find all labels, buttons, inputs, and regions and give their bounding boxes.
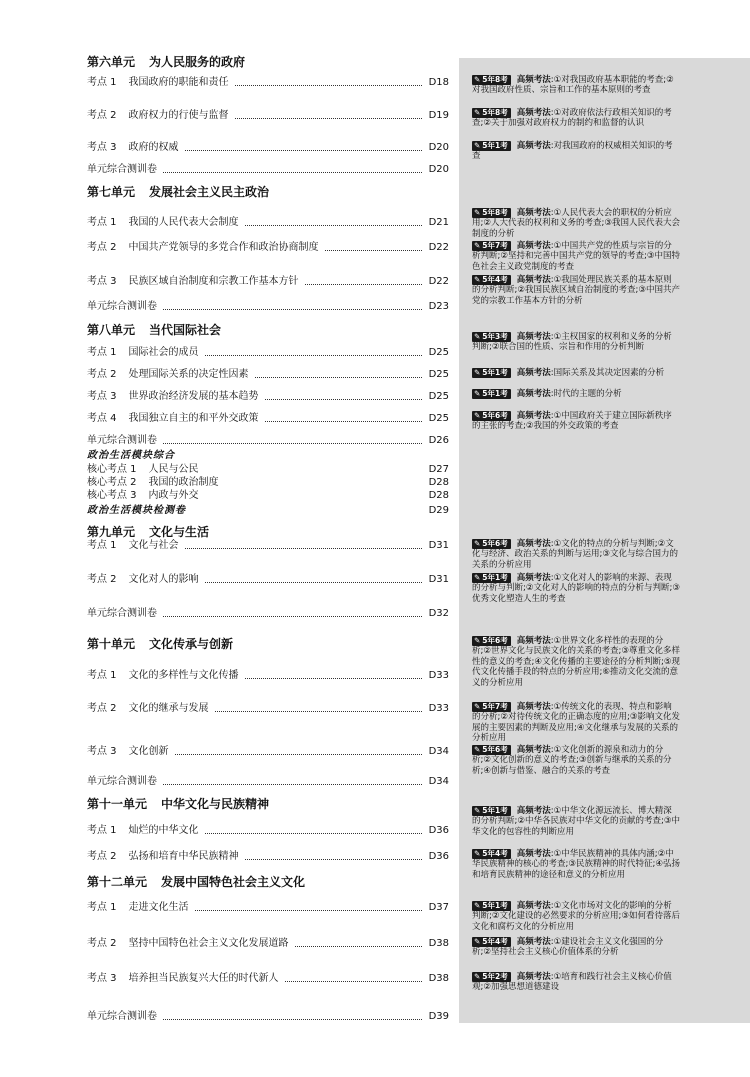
page-number: D36 bbox=[428, 851, 449, 862]
unit-title: 发展社会主义民主政治 bbox=[149, 185, 270, 199]
dot-leader bbox=[163, 167, 422, 173]
page-number: D29 bbox=[428, 505, 449, 516]
page-number: D22 bbox=[428, 276, 449, 287]
frequency-badge bbox=[472, 636, 511, 646]
frequency-badge bbox=[472, 901, 511, 911]
entry-title: 单元综合测训卷 bbox=[87, 1011, 157, 1022]
pen-icon: ✎ bbox=[474, 389, 481, 398]
entry-title: 我国的政治制度 bbox=[148, 477, 219, 488]
unit-title: 文化传承与创新 bbox=[149, 637, 234, 651]
badge-text: 5年8考 bbox=[482, 75, 508, 84]
page-number: D34 bbox=[428, 746, 449, 757]
pen-icon: ✎ bbox=[474, 745, 481, 754]
module-test-title: 政治生活模块检测卷 bbox=[87, 505, 186, 516]
note-body: :①文化对人的影响的来源、表现的分析与判断;②文化对人的影响的特点的分析与判断;③优秀文化塑造人生的考查 bbox=[472, 573, 680, 604]
page-number: D19 bbox=[428, 110, 449, 121]
entry-label: 核心考点 2 bbox=[87, 477, 137, 488]
frequency-badge bbox=[472, 241, 511, 251]
frequency-badge bbox=[472, 411, 511, 421]
dot-leader bbox=[295, 941, 422, 947]
entry-title: 我国政府的职能和责任 bbox=[128, 77, 229, 88]
unit-number: 第十单元 bbox=[87, 637, 136, 651]
toc-entry[interactable] bbox=[87, 390, 449, 404]
note-body: :①中国政府关于建立国际新秩序的主张的考查;②我国的外交政策的考查 bbox=[472, 411, 672, 432]
entry-title: 国际社会的成员 bbox=[128, 347, 199, 358]
frequency-badge bbox=[472, 972, 511, 982]
note-body: :对我国政府的权威相关知识的考查 bbox=[472, 141, 673, 162]
note-body: :①我国处理民族关系的基本原则的分析判断;②我国民族区域自治制度的考查;③中国共产党的宗教工作基本方针的分析 bbox=[472, 275, 680, 306]
frequency-badge bbox=[472, 141, 511, 151]
exam-note bbox=[472, 332, 680, 353]
entry-label: 考点 3 bbox=[87, 276, 117, 287]
badge-text: 5年3考 bbox=[482, 332, 508, 341]
dot-leader bbox=[185, 145, 422, 151]
note-heading: 高频考法 bbox=[516, 208, 551, 218]
exam-note bbox=[472, 141, 680, 162]
entry-label: 核心考点 1 bbox=[87, 464, 137, 475]
unit-title: 当代国际社会 bbox=[149, 323, 222, 337]
entry-label: 考点 2 bbox=[87, 110, 117, 121]
exam-note bbox=[472, 636, 680, 688]
frequency-badge bbox=[472, 573, 511, 583]
entry-title: 单元综合测训卷 bbox=[87, 776, 157, 787]
entry-label: 核心考点 3 bbox=[87, 490, 137, 501]
module-entry[interactable] bbox=[87, 463, 449, 476]
toc-entry[interactable] bbox=[87, 412, 449, 426]
page-number: D22 bbox=[428, 242, 449, 253]
note-body: :①世界文化多样性的表现的分析;②世界文化与民族文化的关系的考查;③尊重文化多样性的意义的考查;④文化传播的主要途径的分析判断;⑤现代文化传播手段的特点的分析应用;⑥推动文化交流的意义的分析应用 bbox=[472, 636, 680, 688]
toc-entry[interactable] bbox=[87, 1010, 449, 1024]
exam-note bbox=[472, 411, 680, 432]
unit-heading bbox=[87, 524, 209, 540]
entry-label: 考点 2 bbox=[87, 851, 117, 862]
pen-icon: ✎ bbox=[474, 75, 481, 84]
toc-entry[interactable] bbox=[87, 937, 449, 951]
entry-label: 考点 3 bbox=[87, 746, 117, 757]
unit-number: 第八单元 bbox=[87, 323, 136, 337]
entry-title: 文化的继承与发展 bbox=[128, 703, 209, 714]
note-body: :①文化市场对文化的影响的分析判断;②文化建设的必然要求的分析应用;③如何看待落后文化和腐朽文化的分析应用 bbox=[472, 901, 680, 932]
toc-entry[interactable] bbox=[87, 163, 449, 177]
frequency-badge bbox=[472, 702, 511, 712]
badge-text: 5年6考 bbox=[482, 539, 508, 548]
spacer bbox=[205, 467, 422, 472]
pen-icon: ✎ bbox=[474, 937, 481, 946]
entry-label: 考点 3 bbox=[87, 391, 117, 402]
toc-entry[interactable] bbox=[87, 346, 449, 360]
exam-note bbox=[472, 75, 680, 96]
exam-note bbox=[472, 745, 680, 776]
toc-entry[interactable] bbox=[87, 76, 449, 90]
dot-leader bbox=[163, 304, 422, 310]
badge-text: 5年6考 bbox=[482, 411, 508, 420]
dot-leader bbox=[205, 577, 422, 583]
badge-text: 5年1考 bbox=[482, 901, 508, 910]
note-heading: 高频考法 bbox=[516, 75, 551, 85]
toc-entry[interactable] bbox=[87, 669, 449, 683]
note-heading: 高频考法 bbox=[516, 806, 551, 816]
exam-note bbox=[472, 368, 680, 378]
note-body: :①中国共产党的性质与宗旨的分析判断;②坚持和完善中国共产党的领导的考查;③中国特色社会主义政党制度的考查 bbox=[472, 241, 680, 272]
dot-leader bbox=[163, 1014, 422, 1020]
exam-note bbox=[472, 849, 680, 880]
entry-title: 处理国际关系的决定性因素 bbox=[128, 369, 249, 380]
entry-title: 政府权力的行使与监督 bbox=[128, 110, 229, 121]
pen-icon: ✎ bbox=[474, 275, 481, 284]
exam-note bbox=[472, 972, 680, 993]
badge-text: 5年8考 bbox=[482, 208, 508, 217]
page-number: D25 bbox=[428, 369, 449, 380]
page-number: D25 bbox=[428, 391, 449, 402]
note-body: :①对政府依法行政相关知识的考查;②关于加强对政府权力的制约和监督的认识 bbox=[472, 108, 672, 129]
unit-number: 第七单元 bbox=[87, 185, 136, 199]
dot-leader bbox=[235, 113, 422, 119]
badge-text: 5年1考 bbox=[482, 389, 508, 398]
note-body: :时代的主题的分析 bbox=[550, 389, 622, 399]
page-number: D27 bbox=[428, 464, 449, 475]
unit-heading bbox=[87, 796, 269, 812]
exam-note bbox=[472, 901, 680, 932]
toc-entry[interactable] bbox=[87, 141, 449, 155]
spacer bbox=[225, 480, 422, 485]
dot-leader bbox=[205, 828, 422, 834]
page-number: D38 bbox=[428, 973, 449, 984]
note-body: :国际关系及其决定因素的分析 bbox=[550, 368, 665, 378]
exam-note bbox=[472, 241, 680, 272]
unit-title: 发展中国特色社会主义文化 bbox=[161, 875, 306, 889]
entry-title: 单元综合测训卷 bbox=[87, 608, 157, 619]
badge-text: 5年1考 bbox=[482, 368, 508, 377]
badge-text: 5年6考 bbox=[482, 745, 508, 754]
frequency-badge bbox=[472, 745, 511, 755]
badge-text: 5年7考 bbox=[482, 241, 508, 250]
entry-title: 弘扬和培育中华民族精神 bbox=[128, 851, 239, 862]
note-body: :①主权国家的权利和义务的分析判断;②联合国的性质、宗旨和作用的分析判断 bbox=[472, 332, 672, 353]
frequency-badge bbox=[472, 849, 511, 859]
pen-icon: ✎ bbox=[474, 702, 481, 711]
exam-note bbox=[472, 937, 680, 958]
note-body: :①建设社会主义文化强国的分析;②坚持社会主义核心价值体系的分析 bbox=[472, 937, 664, 958]
toc-entry[interactable] bbox=[87, 216, 449, 230]
toc-entry[interactable] bbox=[87, 972, 449, 986]
frequency-badge bbox=[472, 539, 511, 549]
module-test-entry[interactable] bbox=[87, 504, 449, 518]
toc-entry[interactable] bbox=[87, 300, 449, 314]
page-number: D32 bbox=[428, 608, 449, 619]
note-heading: 高频考法 bbox=[516, 411, 551, 421]
toc-entry[interactable] bbox=[87, 539, 449, 553]
page-number: D18 bbox=[428, 77, 449, 88]
frequency-badge bbox=[472, 368, 511, 378]
entry-label: 考点 1 bbox=[87, 670, 117, 681]
exam-note bbox=[472, 539, 680, 570]
frequency-badge bbox=[472, 806, 511, 816]
toc-entry[interactable] bbox=[87, 241, 449, 255]
note-heading: 高频考法 bbox=[516, 368, 551, 378]
note-heading: 高频考法 bbox=[516, 636, 551, 646]
dot-leader bbox=[175, 749, 422, 755]
unit-heading bbox=[87, 184, 269, 200]
toc-entry[interactable] bbox=[87, 901, 449, 915]
entry-title: 单元综合测训卷 bbox=[87, 164, 157, 175]
entry-title: 坚持中国特色社会主义文化发展道路 bbox=[128, 938, 289, 949]
toc-entry[interactable] bbox=[87, 745, 449, 759]
exam-note bbox=[472, 573, 680, 604]
note-heading: 高频考法 bbox=[516, 389, 551, 399]
note-body: :①对我国政府基本职能的考查;②对我国政府性质、宗旨和工作的基本原则的考查 bbox=[472, 75, 674, 96]
frequency-badge bbox=[472, 275, 511, 285]
entry-label: 考点 1 bbox=[87, 347, 117, 358]
entry-label: 考点 2 bbox=[87, 574, 117, 585]
entry-label: 考点 3 bbox=[87, 973, 117, 984]
module-heading: 政治生活模块综合 bbox=[87, 450, 175, 461]
note-heading: 高频考法 bbox=[516, 937, 551, 947]
frequency-badge bbox=[472, 389, 511, 399]
unit-title: 文化与生活 bbox=[149, 525, 210, 539]
page-number: D23 bbox=[428, 301, 449, 312]
exam-note bbox=[472, 806, 680, 837]
note-heading: 高频考法 bbox=[516, 141, 551, 151]
page-number: D25 bbox=[428, 413, 449, 424]
module-entry[interactable] bbox=[87, 489, 449, 502]
entry-title: 政府的权威 bbox=[128, 142, 179, 153]
entry-title: 文化与社会 bbox=[128, 540, 179, 551]
pen-icon: ✎ bbox=[474, 636, 481, 645]
badge-text: 5年4考 bbox=[482, 849, 508, 858]
page-number: D21 bbox=[428, 217, 449, 228]
dot-leader bbox=[305, 279, 422, 285]
page-number: D28 bbox=[428, 477, 449, 488]
frequency-badge bbox=[472, 332, 511, 342]
entry-label: 考点 1 bbox=[87, 217, 117, 228]
page-number: D25 bbox=[428, 347, 449, 358]
entry-title: 人民与公民 bbox=[148, 464, 199, 475]
dot-leader bbox=[245, 854, 422, 860]
page-number: D28 bbox=[428, 490, 449, 501]
pen-icon: ✎ bbox=[474, 141, 481, 150]
entry-title: 民族区域自治制度和宗教工作基本方针 bbox=[128, 276, 299, 287]
page-number: D33 bbox=[428, 703, 449, 714]
note-body: :①传统文化的表现、特点和影响的分析;②对待传统文化的正确态度的应用;③影响文化发展的主要因素的判断及应用;④文化继承与发展的关系的分析应用 bbox=[472, 702, 680, 744]
note-heading: 高频考法 bbox=[516, 573, 551, 583]
entry-title: 我国独立自主的和平外交政策 bbox=[128, 413, 259, 424]
frequency-badge bbox=[472, 937, 511, 947]
pen-icon: ✎ bbox=[474, 806, 481, 815]
dot-leader bbox=[163, 611, 422, 617]
entry-label: 考点 3 bbox=[87, 142, 117, 153]
note-heading: 高频考法 bbox=[516, 332, 551, 342]
entry-label: 考点 4 bbox=[87, 413, 117, 424]
unit-number: 第十二单元 bbox=[87, 875, 148, 889]
frequency-badge bbox=[472, 75, 511, 85]
badge-text: 5年4考 bbox=[482, 275, 508, 284]
page-number: D39 bbox=[428, 1011, 449, 1022]
pen-icon: ✎ bbox=[474, 539, 481, 548]
note-heading: 高频考法 bbox=[516, 241, 551, 251]
unit-title: 为人民服务的政府 bbox=[149, 55, 246, 69]
exam-note bbox=[472, 275, 680, 306]
entry-title: 走进文化生活 bbox=[128, 902, 189, 913]
dot-leader bbox=[245, 220, 422, 226]
toc-entry[interactable] bbox=[87, 434, 449, 448]
note-body: :①人民代表大会的职权的分析应用;②人大代表的权利和义务的考查;③我国人民代表大会制度的分析 bbox=[472, 208, 680, 239]
entry-title: 文化创新 bbox=[128, 746, 169, 757]
entry-label: 考点 2 bbox=[87, 703, 117, 714]
entry-label: 考点 2 bbox=[87, 938, 117, 949]
entry-label: 考点 1 bbox=[87, 825, 117, 836]
note-heading: 高频考法 bbox=[516, 108, 551, 118]
unit-heading bbox=[87, 322, 221, 338]
entry-title: 内政与外交 bbox=[148, 490, 199, 501]
toc-entry[interactable] bbox=[87, 368, 449, 382]
unit-heading bbox=[87, 874, 305, 890]
unit-number: 第十一单元 bbox=[87, 797, 148, 811]
spacer bbox=[192, 509, 422, 514]
pen-icon: ✎ bbox=[474, 332, 481, 341]
note-heading: 高频考法 bbox=[516, 849, 551, 859]
badge-text: 5年8考 bbox=[482, 108, 508, 117]
unit-heading bbox=[87, 54, 245, 70]
page-number: D31 bbox=[428, 574, 449, 585]
pen-icon: ✎ bbox=[474, 972, 481, 981]
page-number: D34 bbox=[428, 776, 449, 787]
pen-icon: ✎ bbox=[474, 208, 481, 217]
frequency-badge bbox=[472, 108, 511, 118]
note-body: :①培育和践行社会主义核心价值观;②加强思想道德建设 bbox=[472, 972, 672, 993]
unit-number: 第六单元 bbox=[87, 55, 136, 69]
note-heading: 高频考法 bbox=[516, 972, 551, 982]
badge-text: 5年1考 bbox=[482, 141, 508, 150]
entry-title: 我国的人民代表大会制度 bbox=[128, 217, 239, 228]
unit-heading bbox=[87, 636, 233, 652]
page-number: D31 bbox=[428, 540, 449, 551]
note-body: :①中华文化源远流长、博大精深的分析判断;②中华各民族对中华文化的贡献的考查;③中华文化的包容性的判断应用 bbox=[472, 806, 680, 837]
unit-title: 中华文化与民族精神 bbox=[161, 797, 270, 811]
dot-leader bbox=[255, 372, 422, 378]
entry-title: 灿烂的中华文化 bbox=[128, 825, 199, 836]
dot-leader bbox=[235, 80, 422, 86]
dot-leader bbox=[265, 416, 422, 422]
dot-leader bbox=[285, 976, 422, 982]
dot-leader bbox=[205, 350, 422, 356]
entry-label: 考点 2 bbox=[87, 242, 117, 253]
frequency-badge bbox=[472, 208, 511, 218]
page-number: D20 bbox=[428, 142, 449, 153]
dot-leader bbox=[215, 706, 422, 712]
entry-label: 考点 2 bbox=[87, 369, 117, 380]
note-heading: 高频考法 bbox=[516, 745, 551, 755]
pen-icon: ✎ bbox=[474, 849, 481, 858]
dot-leader bbox=[185, 543, 422, 549]
toc-entry[interactable] bbox=[87, 607, 449, 621]
dot-leader bbox=[163, 779, 422, 785]
badge-text: 5年2考 bbox=[482, 972, 508, 981]
entry-title: 培养担当民族复兴大任的时代新人 bbox=[128, 973, 279, 984]
toc-entry[interactable] bbox=[87, 775, 449, 789]
exam-note bbox=[472, 702, 680, 744]
exam-note bbox=[472, 389, 680, 399]
entry-title: 中国共产党领导的多党合作和政治协商制度 bbox=[128, 242, 319, 253]
dot-leader bbox=[245, 673, 422, 679]
pen-icon: ✎ bbox=[474, 573, 481, 582]
page-number: D36 bbox=[428, 825, 449, 836]
entry-label: 考点 1 bbox=[87, 540, 117, 551]
note-heading: 高频考法 bbox=[516, 901, 551, 911]
page-number: D37 bbox=[428, 902, 449, 913]
pen-icon: ✎ bbox=[474, 108, 481, 117]
entry-label: 考点 1 bbox=[87, 902, 117, 913]
dot-leader bbox=[195, 905, 422, 911]
entry-title: 世界政治经济发展的基本趋势 bbox=[128, 391, 259, 402]
pen-icon: ✎ bbox=[474, 368, 481, 377]
badge-text: 5年1考 bbox=[482, 573, 508, 582]
note-heading: 高频考法 bbox=[516, 702, 551, 712]
note-body: :①中华民族精神的具体内涵;②中华民族精神的核心的考查;③民族精神的时代特征;④弘扬和培育民族精神的途径和意义的分析应用 bbox=[472, 849, 680, 880]
note-heading: 高频考法 bbox=[516, 539, 551, 549]
page-number: D20 bbox=[428, 164, 449, 175]
dot-leader bbox=[265, 394, 422, 400]
page-number: D26 bbox=[428, 435, 449, 446]
unit-number: 第九单元 bbox=[87, 525, 136, 539]
exam-note bbox=[472, 108, 680, 129]
entry-title: 单元综合测训卷 bbox=[87, 301, 157, 312]
note-heading: 高频考法 bbox=[516, 275, 551, 285]
entry-title: 文化的多样性与文化传播 bbox=[128, 670, 239, 681]
spacer bbox=[205, 493, 422, 498]
note-body: :①文化的特点的分析与判断;②文化与经济、政治关系的判断与运用;③文化与综合国力的关系的分析应用 bbox=[472, 539, 678, 570]
badge-text: 5年7考 bbox=[482, 702, 508, 711]
badge-text: 5年4考 bbox=[482, 937, 508, 946]
toc-entry[interactable] bbox=[87, 850, 449, 864]
toc-entry[interactable] bbox=[87, 275, 449, 289]
entry-title: 单元综合测训卷 bbox=[87, 435, 157, 446]
entry-title: 文化对人的影响 bbox=[128, 574, 199, 585]
dot-leader bbox=[163, 438, 422, 444]
toc-entry[interactable] bbox=[87, 573, 449, 587]
toc-entry[interactable] bbox=[87, 109, 449, 123]
page-number: D38 bbox=[428, 938, 449, 949]
toc-entry[interactable] bbox=[87, 824, 449, 838]
badge-text: 5年1考 bbox=[482, 806, 508, 815]
toc-entry[interactable] bbox=[87, 702, 449, 716]
pen-icon: ✎ bbox=[474, 411, 481, 420]
page-number: D33 bbox=[428, 670, 449, 681]
module-entry[interactable] bbox=[87, 476, 449, 489]
exam-note bbox=[472, 208, 680, 239]
badge-text: 5年6考 bbox=[482, 636, 508, 645]
entry-label: 考点 1 bbox=[87, 77, 117, 88]
dot-leader bbox=[325, 245, 422, 251]
pen-icon: ✎ bbox=[474, 901, 481, 910]
pen-icon: ✎ bbox=[474, 241, 481, 250]
note-body: :①文化创新的源泉和动力的分析;②文化创新的意义的考查;③创新与继承的关系的分析;④创新与借鉴、融合的关系的考查 bbox=[472, 745, 672, 776]
